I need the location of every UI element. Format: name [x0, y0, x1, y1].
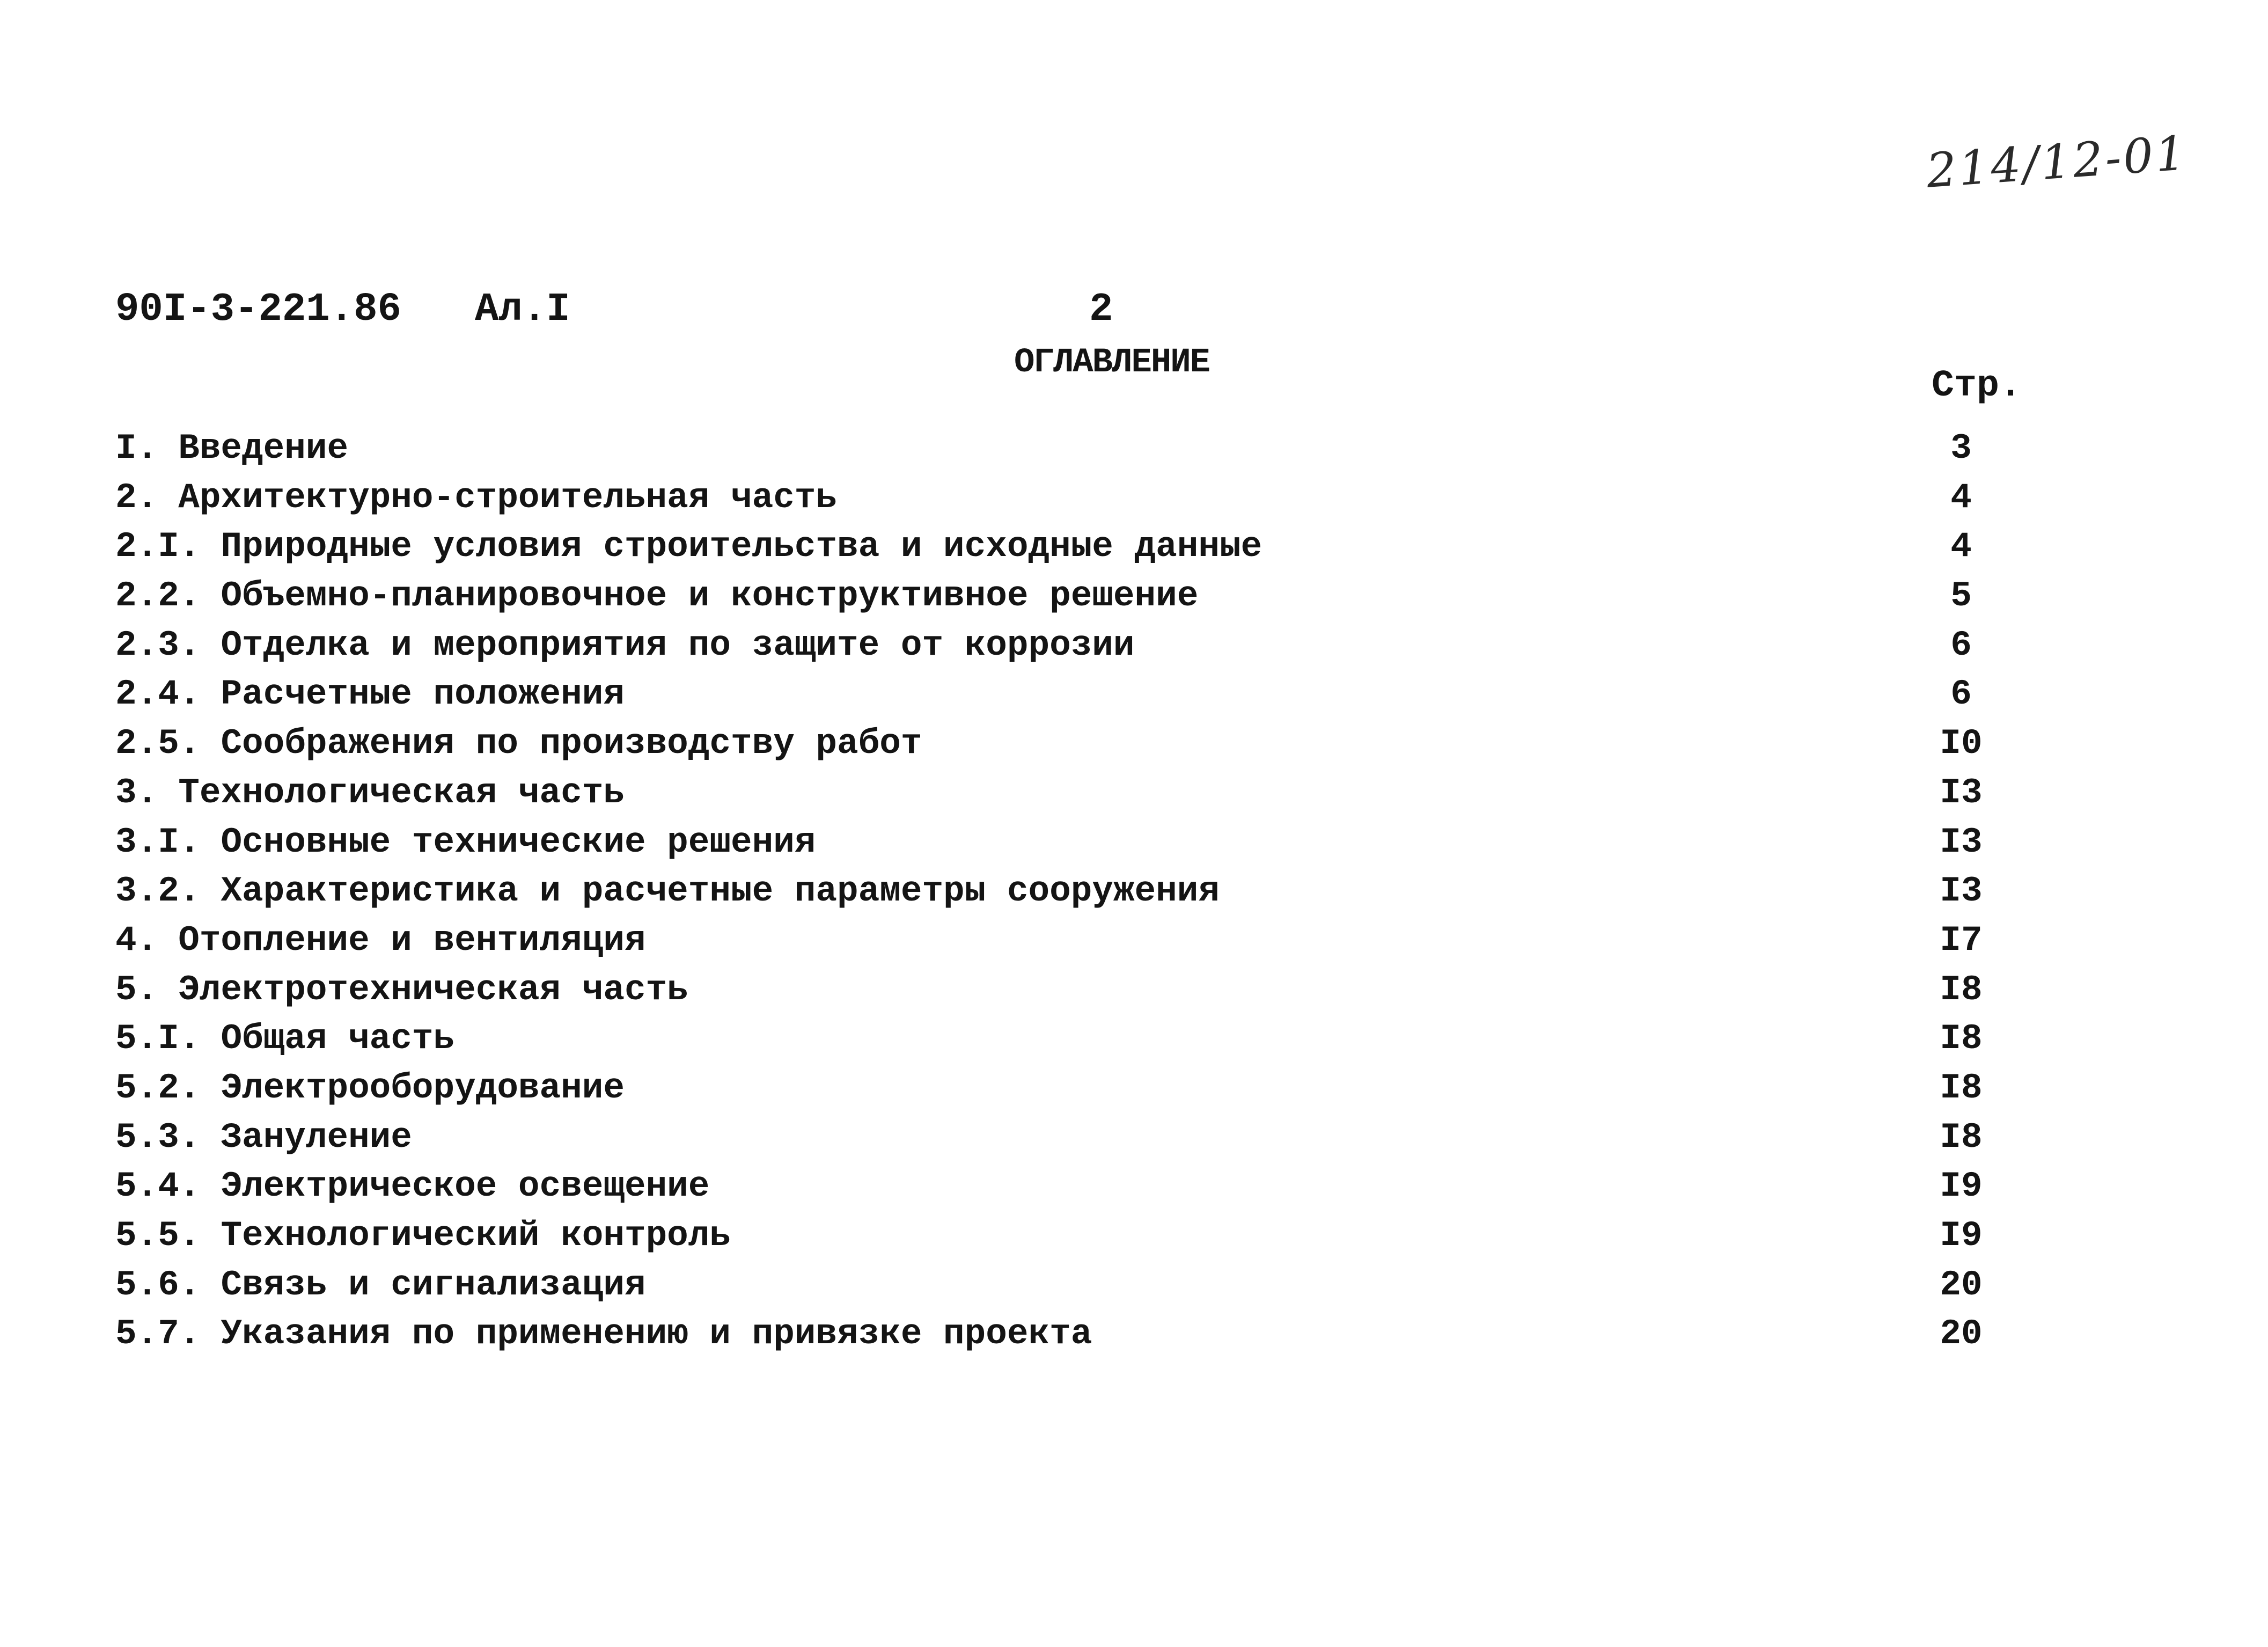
toc-entry	[115, 719, 1993, 768]
toc-entry-number: 5.7.	[115, 1314, 201, 1355]
toc-entry	[115, 1211, 1993, 1261]
toc-entry	[115, 670, 1993, 719]
toc-entry	[115, 1014, 1993, 1064]
toc-entry-number: 2.4.	[115, 674, 201, 715]
document-code: 90I-3-221.86	[115, 287, 401, 332]
toc-entry-title: Отопление и вентиляция	[178, 920, 646, 961]
toc-entry-title: Электротехническая часть	[178, 969, 688, 1010]
toc-entry	[115, 473, 1993, 523]
toc-entry	[115, 768, 1993, 818]
page-column-label: Стр.	[1932, 365, 2022, 407]
toc-entry-title: Электрооборудование	[221, 1067, 625, 1108]
toc-entry	[115, 867, 1993, 916]
toc-entry-page: 4	[1950, 477, 1972, 518]
toc-entry-page: I8	[1940, 1019, 1983, 1059]
toc-entry-number: 5.I.	[115, 1019, 201, 1059]
toc-entry-page: 20	[1940, 1264, 1983, 1305]
toc-entry-number: 3.I.	[115, 822, 201, 862]
toc-entry-page: I7	[1940, 920, 1983, 961]
toc-entry-number: 5.5.	[115, 1216, 201, 1256]
toc-entry-page: 3	[1950, 428, 1972, 469]
toc-entry	[115, 818, 1993, 867]
handwritten-inventory-number: 214/12-01	[1925, 125, 2190, 199]
toc-entry	[115, 1064, 1993, 1113]
toc-entry-title: Зануление	[221, 1117, 412, 1158]
toc-entry-page: I3	[1940, 871, 1983, 912]
toc-entry-number: 2.	[115, 477, 158, 518]
toc-entry-page: 20	[1940, 1314, 1983, 1355]
toc-entry-number: 3.	[115, 772, 158, 813]
toc-entry	[115, 916, 1993, 965]
toc-entry	[115, 621, 1993, 670]
toc-entry-title: Соображения по производству работ	[221, 723, 922, 764]
toc-entry-number: 3.2.	[115, 871, 201, 912]
toc-entry-page: I8	[1940, 1067, 1983, 1108]
toc-entry-number: 5.	[115, 969, 158, 1010]
toc-entry-title: Технологический контроль	[221, 1216, 731, 1256]
toc-entry	[115, 1162, 1993, 1211]
toc-entry-title: Общая часть	[221, 1019, 455, 1059]
toc-entry	[115, 1261, 1993, 1310]
toc-entry-number: 2.3.	[115, 625, 201, 665]
toc-entry-title: Указания по применению и привязке проекта	[221, 1314, 1092, 1355]
toc-entry-number: 2.5.	[115, 723, 201, 764]
toc-entry	[115, 424, 1993, 473]
toc-entry-page: I0	[1940, 723, 1983, 764]
toc-entry-title: Характеристика и расчетные параметры сооружения	[221, 871, 1220, 912]
toc-entry-page: I9	[1940, 1166, 1983, 1207]
toc-entry-page: 6	[1950, 625, 1972, 665]
toc-entry-page: 6	[1950, 674, 1972, 715]
toc-entry-number: 5.4.	[115, 1166, 201, 1207]
toc-entry-number: 4.	[115, 920, 158, 961]
toc-entry-title: Отделка и мероприятия по защите от коррозии	[221, 625, 1135, 665]
toc-entry-page: I9	[1940, 1216, 1983, 1256]
toc-entry-title: Введение	[178, 428, 349, 469]
toc-entry-title: Связь и сигнализация	[221, 1264, 646, 1305]
toc-entry-page: I8	[1940, 1117, 1983, 1158]
toc-entry-title: Технологическая часть	[178, 772, 625, 813]
toc-entry-title: Основные технические решения	[221, 822, 816, 862]
toc-entry-page: I8	[1940, 969, 1983, 1010]
toc-entry-number: 5.6.	[115, 1264, 201, 1305]
toc-entry-number: 2.I.	[115, 526, 201, 567]
toc-entry-title: Объемно-планировочное и конструктивное решение	[221, 576, 1199, 617]
toc-heading: ОГЛАВЛЕНИЕ	[1014, 343, 1210, 382]
toc-entry	[115, 1113, 1993, 1162]
toc-entry-page: I3	[1940, 822, 1983, 862]
toc-entry	[115, 572, 1993, 621]
toc-entry-title: Расчетные положения	[221, 674, 625, 715]
toc-entry	[115, 965, 1993, 1015]
toc-entry-title: Архитектурно-строительная часть	[178, 477, 838, 518]
toc-entry-number: 5.2.	[115, 1067, 201, 1108]
toc-entry	[115, 522, 1993, 572]
toc-entry-page: 4	[1950, 526, 1972, 567]
toc-entry-title: Природные условия строительства и исходные данные	[221, 526, 1263, 567]
toc-entry-number: 5.3.	[115, 1117, 201, 1158]
toc-entry-page: I3	[1940, 772, 1983, 813]
toc-entry-number: 2.2.	[115, 576, 201, 617]
toc-entry-number: I.	[115, 428, 158, 469]
page-number: 2	[1089, 287, 1113, 332]
table-of-contents	[115, 424, 1993, 1359]
toc-entry-title: Электрическое освещение	[221, 1166, 710, 1207]
album-label: Ал.I	[475, 287, 570, 332]
toc-entry-page: 5	[1950, 576, 1972, 617]
toc-entry	[115, 1309, 1993, 1359]
